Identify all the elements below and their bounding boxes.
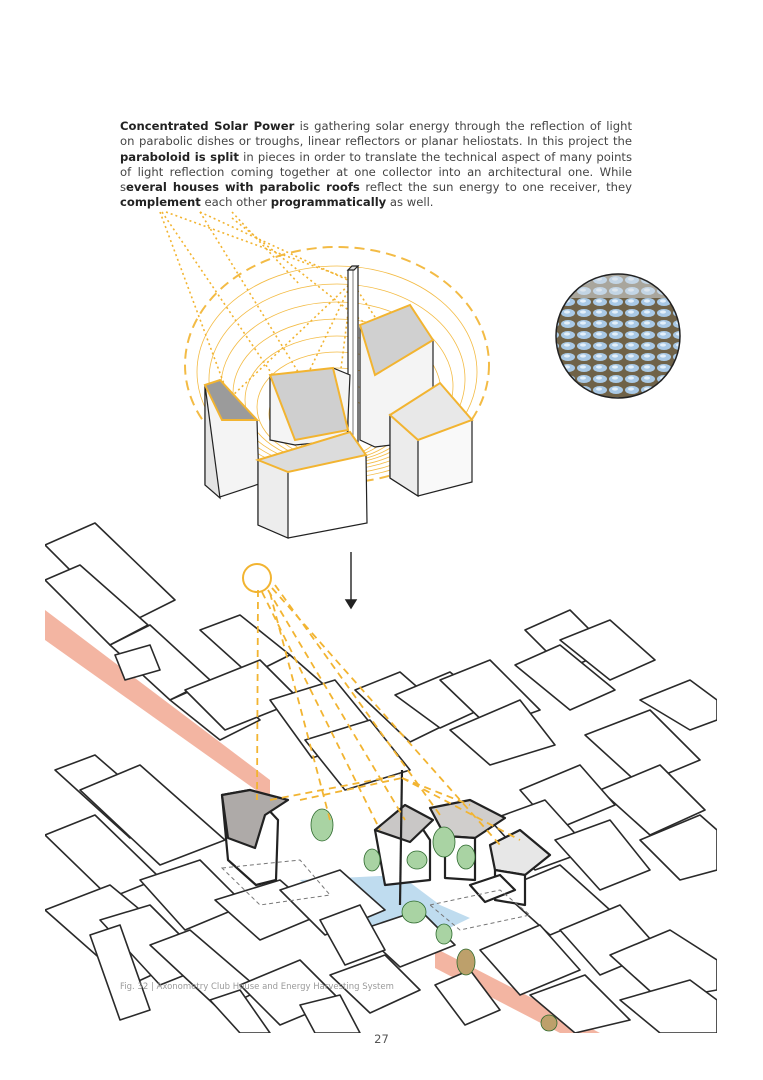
intro-emphasis: complement	[120, 195, 201, 210]
arrow-down-icon	[346, 552, 356, 608]
parabolic-houses	[205, 305, 472, 538]
intro-emphasis: Concentrated Solar Power	[120, 119, 295, 133]
intro-text: in pieces in order to translate the technical aspect of many points of light reflection coming together at one collector into an architectural one. While s	[120, 149, 633, 195]
intro-emphasis: everal houses with parabolic roofs	[126, 180, 360, 195]
intro-text: reflect the sun energy to one receiver, they	[359, 180, 632, 195]
intro-emphasis: paraboloid is split	[120, 149, 239, 164]
sun-icon	[243, 564, 271, 592]
axonometry-map	[45, 523, 717, 1033]
page-number: 27	[374, 1032, 389, 1046]
heliostat-field-photo	[555, 272, 685, 402]
figure-caption: Fig. 32 | Axonometry Club House and Energy Harvesting System	[120, 982, 394, 992]
intro-emphasis: programmatically	[270, 195, 387, 210]
intro-text: as well.	[386, 195, 434, 210]
intro-text: is gathering solar energy through the reflection of light on parabolic dishes or troughs, linear reflectors or planar heliostats. In this project the	[120, 119, 632, 149]
intro-text: each other	[200, 195, 271, 210]
receiver-tower	[348, 266, 358, 449]
concept-diagram	[160, 212, 489, 538]
